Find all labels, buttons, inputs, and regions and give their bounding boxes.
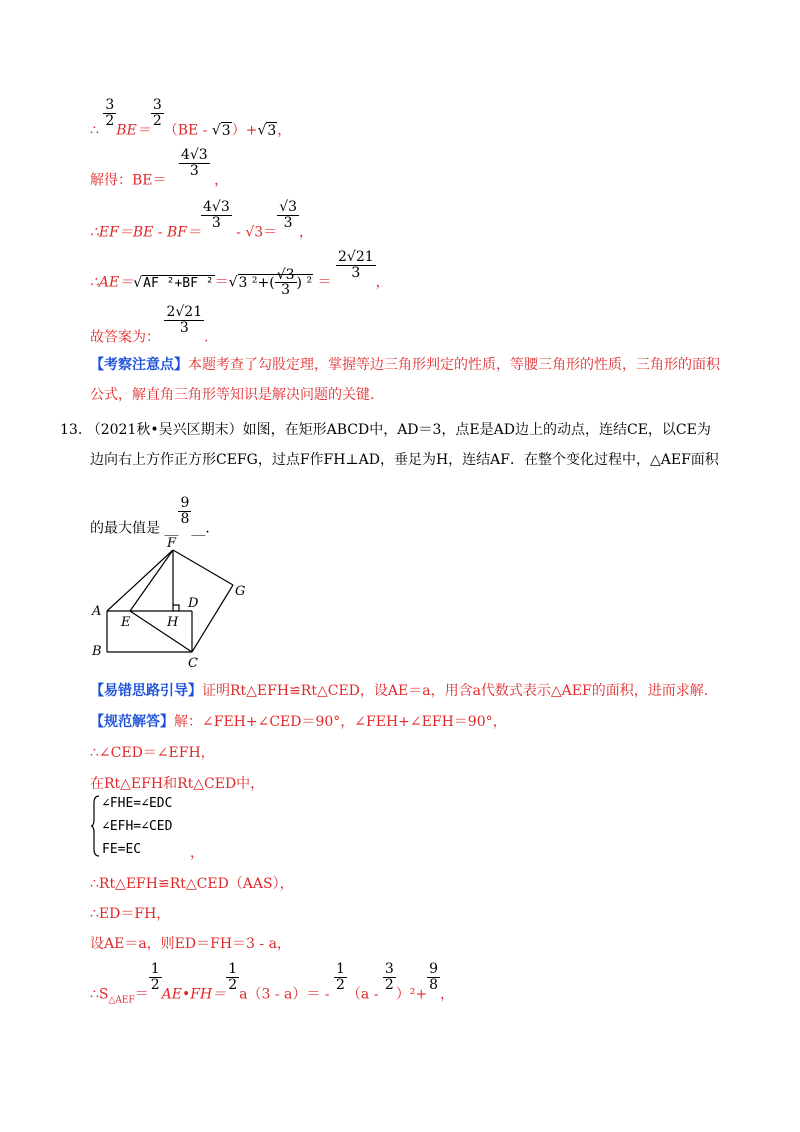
segment-FG bbox=[173, 550, 233, 585]
text: BE＝ bbox=[116, 122, 151, 139]
solution-step: 在Rt△EFH和Rt△CED中， bbox=[90, 776, 265, 792]
solution-line-2 bbox=[90, 148, 228, 190]
solution-step: 设AE＝a，则ED＝FH＝3 - a， bbox=[90, 936, 291, 952]
text: ， bbox=[214, 172, 229, 189]
fraction: $\frac{3}{2}$ bbox=[152, 97, 162, 129]
fraction: $\frac{4√3}{3}$ bbox=[180, 147, 208, 179]
note-paragraph bbox=[90, 354, 720, 374]
problem-line-2: 边向右上方作正方形CEFG，过点F作FH⊥AD，垂足为H，连结AF．在整个变化过程中，△AEF面积 bbox=[90, 452, 719, 468]
equation-system bbox=[102, 796, 172, 865]
sqrt: √3 bbox=[211, 122, 231, 139]
text: ＝ bbox=[214, 274, 229, 291]
solution-step: ∴ED＝FH， bbox=[90, 906, 171, 922]
label-A: A bbox=[92, 604, 102, 619]
solution-final-line bbox=[90, 962, 454, 1005]
fraction: $\frac{2√21}{3}$ bbox=[337, 249, 374, 281]
label-E: E bbox=[121, 615, 131, 630]
answer-fraction: $\frac{9}{8}$ bbox=[180, 495, 190, 527]
text: . bbox=[204, 329, 209, 346]
therefore-symbol: ∴ bbox=[90, 122, 99, 139]
system-brace bbox=[90, 795, 100, 857]
label-D: D bbox=[188, 596, 199, 611]
problem-line-1: 13. （2021秋•吴兴区期末）如图，在矩形ABCD中，AD＝3，点E是AD边上的动点，连结CE，以CE为 bbox=[60, 422, 711, 438]
system-eq-3: FE=EC bbox=[102, 842, 142, 857]
system-eq-2: ∠EFH=∠CED bbox=[102, 819, 173, 834]
text: 的最大值是 __ bbox=[90, 520, 179, 537]
fraction: $\frac{√3}{3}$ bbox=[279, 199, 298, 231]
system-eq-1: ∠FHE=∠EDC bbox=[102, 796, 173, 811]
segment-AF bbox=[107, 550, 173, 611]
label-C: C bbox=[188, 656, 198, 670]
solution-line-1 bbox=[90, 98, 291, 140]
text: a（3 - a）＝ - bbox=[239, 986, 334, 1003]
note-continuation: 公式，解直角三角形等知识是解决问题的关键. bbox=[90, 387, 375, 403]
text: ， bbox=[375, 274, 390, 291]
text: （a - bbox=[346, 986, 383, 1003]
hint-text: 证明Rt△EFH≌Rt△CED，设AE＝a，用含a代数式表示△AEF的面积，进而求解. bbox=[202, 683, 709, 699]
solution-line-5 bbox=[90, 305, 209, 347]
text: 故答案为： bbox=[90, 329, 160, 346]
text: ∴AE＝ bbox=[90, 274, 134, 291]
fraction: $\frac{1}{2}$ bbox=[228, 961, 238, 993]
problem-answer-line bbox=[90, 496, 219, 538]
text: ， bbox=[277, 122, 292, 139]
text: ∴S bbox=[90, 986, 109, 1003]
sqrt: √3 bbox=[257, 122, 277, 139]
text: ， bbox=[299, 224, 314, 241]
segment-EC bbox=[130, 611, 192, 652]
geometry-figure bbox=[85, 535, 260, 670]
segment-EF bbox=[130, 550, 173, 611]
fraction: $\frac{3}{2}$ bbox=[384, 961, 394, 993]
fraction: $\frac{2√21}{3}$ bbox=[166, 304, 203, 336]
hint-tag: 【易错思路引导】 bbox=[90, 683, 202, 699]
text: 解得：BE＝ bbox=[90, 172, 167, 189]
text: ）+ bbox=[231, 122, 258, 139]
fraction: $\frac{9}{8}$ bbox=[429, 961, 439, 993]
text: （BE - bbox=[163, 122, 212, 139]
hint-paragraph bbox=[90, 680, 708, 700]
note-tag: 【考察注意点】 bbox=[90, 357, 188, 373]
label-H: H bbox=[167, 615, 179, 630]
solution-step: ∴∠CED＝∠EFH， bbox=[90, 745, 215, 761]
solution-header bbox=[90, 711, 507, 731]
fraction: $\frac{3}{2}$ bbox=[105, 97, 115, 129]
sqrt: √AF ²+BF ² bbox=[133, 274, 214, 291]
label-F: F bbox=[167, 536, 177, 551]
text: ＝ bbox=[313, 274, 336, 291]
fraction: $\frac{1}{2}$ bbox=[335, 961, 345, 993]
note-text: 本题考查了勾股定理，掌握等边三角形判定的性质，等腰三角形的性质，三角形的面积 bbox=[188, 357, 720, 373]
text: - √3＝ bbox=[231, 224, 278, 241]
sqrt: √3 ²+( $\frac{√3}{3}$ ) ² bbox=[228, 266, 313, 299]
right-angle-mark bbox=[173, 605, 179, 611]
solution-step: 解：∠FEH+∠CED＝90°，∠FEH+∠EFH＝90°， bbox=[174, 714, 507, 730]
solution-tag: 【规范解答】 bbox=[90, 714, 174, 730]
solution-step: ∴Rt△EFH≌Rt△CED（AAS）， bbox=[90, 876, 294, 892]
label-G: G bbox=[235, 584, 246, 599]
text: ）²+ bbox=[395, 986, 428, 1003]
text: __． bbox=[191, 520, 220, 537]
solution-line-4 bbox=[90, 250, 390, 298]
solution-line-3 bbox=[90, 200, 313, 242]
subscript: △AEF bbox=[108, 995, 135, 1006]
text: AE•FH＝ bbox=[161, 986, 227, 1003]
system-end: ， bbox=[190, 845, 204, 861]
text: ∴EF＝BE - BF＝ bbox=[90, 224, 201, 241]
fraction: $\frac{1}{2}$ bbox=[150, 961, 160, 993]
fraction: $\frac{4√3}{3}$ bbox=[202, 199, 230, 231]
text: ＝ bbox=[134, 986, 149, 1003]
text: ， bbox=[440, 986, 455, 1003]
fraction: $\frac{√3}{3}$ bbox=[276, 266, 295, 299]
label-B: B bbox=[92, 644, 102, 659]
